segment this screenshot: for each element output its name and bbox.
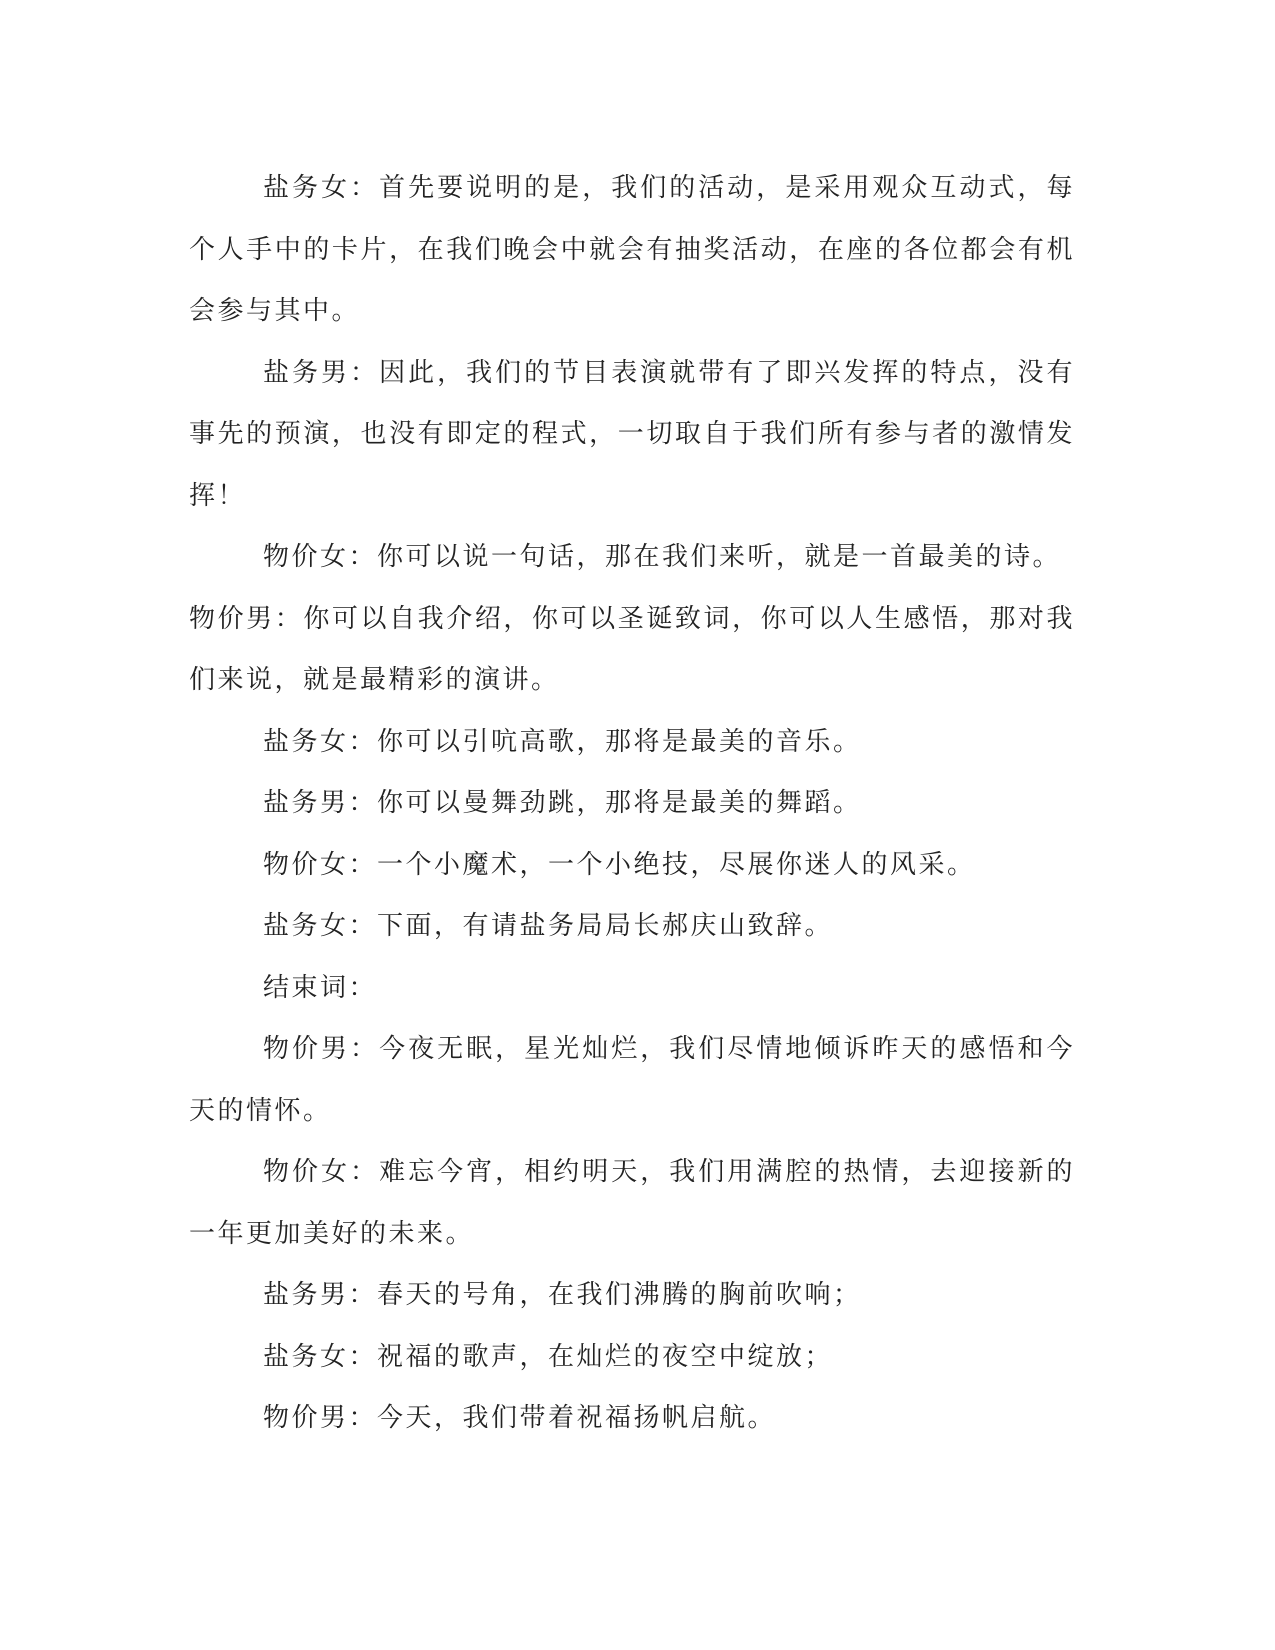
paragraph: 物价女：难忘今宵，相约明天，我们用满腔的热情，去迎接新的一年更加美好的未来。 bbox=[189, 1157, 1075, 1249]
paragraph: 盐务男：你可以曼舞劲跳，那将是最美的舞蹈。 bbox=[263, 788, 862, 818]
paragraph: 物价女：你可以说一句话，那在我们来听，就是一首最美的诗。 bbox=[263, 542, 1062, 572]
document-body bbox=[189, 158, 1075, 1450]
paragraph: 物价女：一个小魔术，一个小绝技，尽展你迷人的风采。 bbox=[263, 849, 976, 880]
paragraph: 物价男：今夜无眠，星光灿烂，我们尽情地倾诉昨天的感悟和今天的情怀。 bbox=[189, 1034, 1075, 1126]
paragraph: 盐务男：春天的号角，在我们沸腾的胸前吹响； bbox=[263, 1280, 862, 1310]
paragraph: 盐务女：祝福的歌声，在灿烂的夜空中绽放； bbox=[263, 1341, 834, 1372]
paragraph: 物价男：今天，我们带着祝福扬帆启航。 bbox=[263, 1403, 777, 1433]
closing-heading: 结束词： bbox=[263, 972, 378, 1003]
paragraph: 盐务女：下面，有请盐务局局长郝庆山致辞。 bbox=[263, 911, 834, 941]
paragraph: 盐务男：因此，我们的节目表演就带有了即兴发挥的特点，没有事先的预演，也没有即定的程式，一切取自于我们所有参与者的激情发挥！ bbox=[189, 357, 1075, 511]
paragraph: 物价男：你可以自我介绍，你可以圣诞致词，你可以人生感悟，那对我们来说，就是最精彩的演讲。 bbox=[189, 603, 1075, 695]
paragraph: 盐务女：首先要说明的是，我们的活动，是采用观众互动式，每个人手中的卡片，在我们晚会中就会有抽奖活动，在座的各位都会有机会参与其中。 bbox=[189, 173, 1075, 326]
paragraph: 盐务女：你可以引吭高歌，那将是最美的音乐。 bbox=[263, 726, 862, 757]
